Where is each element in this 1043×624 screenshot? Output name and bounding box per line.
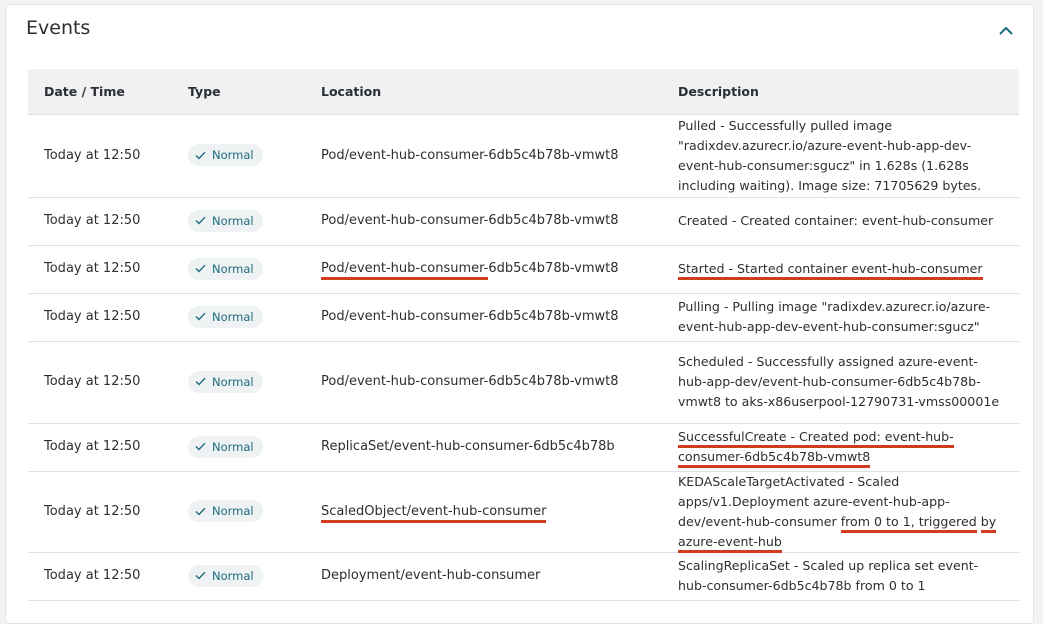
event-location: Pod/event-hub-consumer-6db5c4b78b-vmwt8 [305, 341, 662, 423]
card-header[interactable] [6, 5, 1033, 55]
type-badge [188, 500, 263, 522]
type-label: Normal [212, 568, 254, 583]
chevron-up-icon [999, 26, 1013, 35]
card-title: Events [26, 17, 91, 39]
type-label: Normal [212, 213, 254, 228]
event-description: Pulled - Successfully pulled image "radixdev.azurecr.io/azure-event-hub-app-dev-event-hub-consumer:sgucz" in 1.628s (1.628s including waiting). Image size: 71705629 bytes. [662, 114, 1019, 197]
check-icon [195, 216, 206, 225]
type-label: Normal [212, 439, 254, 454]
event-location: Pod/event-hub-consumer-6db5c4b78b-vmwt8 [305, 114, 662, 197]
table-row [28, 552, 1019, 600]
event-description: Pulling - Pulling image "radixdev.azurecr.io/azure-event-hub-app-dev-event-hub-consumer:sgucz" [662, 293, 1019, 341]
check-icon [195, 571, 206, 580]
event-time: Today at 12:50 [28, 423, 172, 471]
events-table [28, 69, 1019, 601]
event-description: ScalingReplicaSet - Scaled up replica set event-hub-consumer-6db5c4b78b from 0 to 1 [662, 552, 1019, 600]
type-badge [188, 258, 263, 280]
table-row [28, 293, 1019, 341]
event-time: Today at 12:50 [28, 114, 172, 197]
type-label: Normal [212, 504, 254, 519]
check-icon [195, 507, 206, 516]
highlighted-location: Pod/event-hub-consumer- [321, 261, 488, 280]
collapse-button[interactable] [995, 19, 1017, 41]
check-icon [195, 312, 206, 321]
column-header-description: Description [678, 83, 759, 99]
highlighted-location: ScaledObject/event-hub-consumer [321, 504, 546, 523]
check-icon [195, 442, 206, 451]
event-time: Today at 12:50 [28, 245, 172, 293]
event-location: Pod/event-hub-consumer-6db5c4b78b-vmwt8 [305, 197, 662, 245]
table-header-row [28, 69, 1019, 114]
type-label: Normal [212, 261, 254, 276]
table-row [28, 341, 1019, 423]
event-description [662, 471, 1019, 552]
event-location [305, 245, 662, 293]
event-description: Created - Created container: event-hub-consumer [662, 197, 1019, 245]
type-badge [188, 565, 263, 587]
event-time: Today at 12:50 [28, 197, 172, 245]
description-text: KEDAScaleTargetActivated - Scaled apps/v1.Deployment azure-event-hub-app-dev/event-hub-consumer [678, 473, 950, 529]
column-header-type: Type [188, 83, 221, 99]
type-badge [188, 144, 263, 166]
table-row [28, 245, 1019, 293]
location-rest: 6db5c4b78b-vmwt8 [488, 261, 619, 276]
event-time: Today at 12:50 [28, 341, 172, 423]
type-badge [188, 210, 263, 232]
highlighted-description-cont: consumer-6db5c4b78b-vmwt8 [678, 449, 870, 468]
highlighted-description: from 0 to 1, triggered [841, 514, 977, 533]
table-row [28, 471, 1019, 552]
column-header-datetime: Date / Time [44, 83, 125, 99]
event-description [662, 245, 1019, 293]
event-time: Today at 12:50 [28, 471, 172, 552]
type-badge [188, 436, 263, 458]
check-icon [195, 264, 206, 273]
event-location: ReplicaSet/event-hub-consumer-6db5c4b78b [305, 423, 662, 471]
check-icon [195, 377, 206, 386]
highlighted-description: Started - Started container event-hub-consumer [678, 261, 983, 280]
column-header-location: Location [321, 83, 382, 99]
type-label: Normal [212, 374, 254, 389]
event-description [662, 423, 1019, 471]
events-card [5, 4, 1034, 624]
event-time: Today at 12:50 [28, 293, 172, 341]
event-location [305, 471, 662, 552]
highlighted-description-cont: by azure-event-hub [678, 514, 996, 553]
table-row [28, 114, 1019, 197]
check-icon [195, 151, 206, 160]
event-location: Deployment/event-hub-consumer [305, 552, 662, 600]
highlighted-description: SuccessfulCreate - Created pod: event-hub- [678, 429, 954, 448]
event-time: Today at 12:50 [28, 552, 172, 600]
event-location: Pod/event-hub-consumer-6db5c4b78b-vmwt8 [305, 293, 662, 341]
table-row [28, 197, 1019, 245]
type-label: Normal [212, 148, 254, 163]
event-description: Scheduled - Successfully assigned azure-event-hub-app-dev/event-hub-consumer-6db5c4b78b-vmwt8 to aks-x86userpool-12790731-vmss00001e [662, 341, 1019, 423]
type-badge [188, 371, 263, 393]
type-badge [188, 306, 263, 328]
table-row [28, 423, 1019, 471]
type-label: Normal [212, 309, 254, 324]
